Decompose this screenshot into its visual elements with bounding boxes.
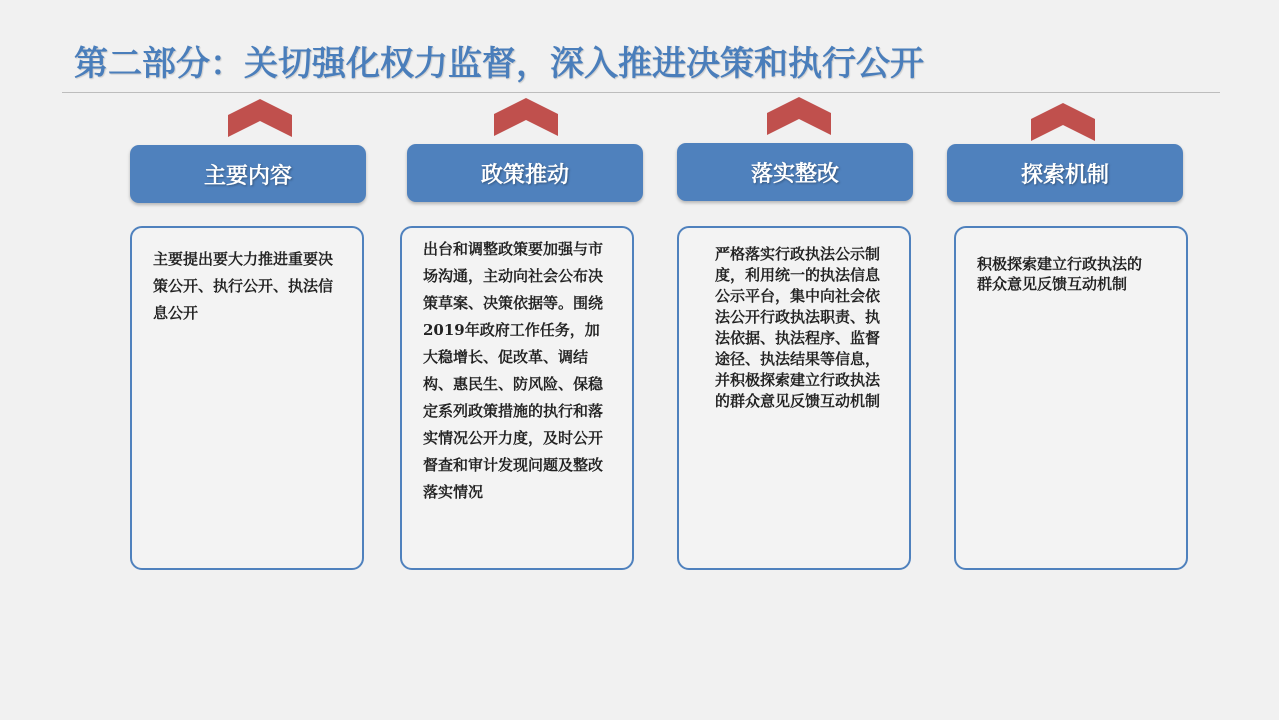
column-heading-exploration-mechanism: 探索机制 xyxy=(947,144,1183,202)
title-divider xyxy=(62,92,1220,93)
content-text-main-content: 主要提出要大力推进重要决策公开、执行公开、执法信息公开 xyxy=(153,250,334,322)
content-text-exploration-mechanism: 积极探索建立行政执法的群众意见反馈互动机制 xyxy=(977,255,1143,293)
content-text-policy-promotion: 出台和调整政策要加强与市场沟通，主动向社会公布决策草案、决策依据等。围绕2019年政府工作任务，加大稳增长、促改革、调结构、惠民生、防风险、保稳定系列政策措施的执行和落实情况公开力度，及时公开督查和审计发现问题及整改落实情况 xyxy=(423,240,604,501)
content-text-implementation: 严格落实行政执法公示制度，利用统一的执法信息公示平台，集中向社会依法公开行政执法职责、执法依据、执法程序、监督途径、执法结果等信息，并积极探索建立行政执法的群众意见反馈互动机制 xyxy=(715,245,881,410)
column-heading-implementation: 落实整改 xyxy=(677,143,913,201)
slide-title: 第二部分：关切强化权力监督，深入推进决策和执行公开 xyxy=(74,44,924,84)
column-heading-main-content: 主要内容 xyxy=(130,145,366,203)
chevron-up-icon xyxy=(228,99,292,137)
chevron-up-icon xyxy=(494,98,558,136)
column-heading-policy-promotion: 政策推动 xyxy=(407,144,643,202)
chevron-up-icon xyxy=(767,97,831,135)
chevron-up-icon xyxy=(1031,103,1095,141)
